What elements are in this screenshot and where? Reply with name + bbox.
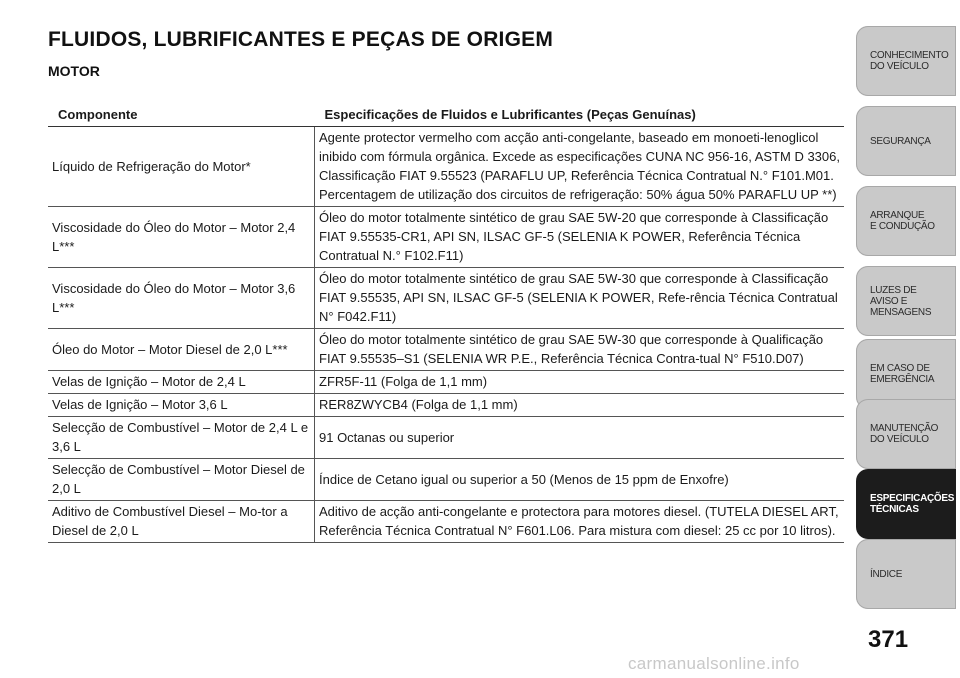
tab-indice[interactable] (856, 539, 956, 609)
tab-label: ARRANQUE E CONDUÇÃO (870, 210, 935, 232)
table-row (48, 127, 844, 207)
row-specification: Óleo do motor totalmente sintético de grau SAE 5W-30 que corresponde à Classificação FIAT 9.55535, API SN, ILSAC GF-5 (SELENIA K POWER, Refe-rência Técnica Contratual N° F042.F11) (315, 268, 845, 329)
tab-conhecimento-do-veiculo[interactable] (856, 26, 956, 96)
row-component: Selecção de Combustível – Motor de 2,4 L e 3,6 L (48, 417, 315, 459)
tab-label: ÍNDICE (870, 568, 903, 580)
row-component: Viscosidade do Óleo do Motor – Motor 3,6 L*** (48, 268, 315, 329)
table-header-row (48, 103, 844, 127)
table-row (48, 268, 844, 329)
tab-label: ESPECIFICAÇÕES TÉCNICAS (870, 493, 955, 515)
table-row (48, 329, 844, 371)
table-row (48, 459, 844, 501)
row-specification: ZFR5F-11 (Folga de 1,1 mm) (315, 371, 845, 394)
table-row (48, 394, 844, 417)
row-component: Aditivo de Combustível Diesel – Mo-tor a Diesel de 2,0 L (48, 501, 315, 543)
tab-especificacoes-tecnicas[interactable] (856, 469, 956, 539)
tab-luzes-de-aviso[interactable] (856, 266, 956, 336)
header-specification: Especificações de Fluidos e Lubrificantes (Peças Genuínas) (315, 103, 845, 127)
table-row (48, 417, 844, 459)
row-component: Óleo do Motor – Motor Diesel de 2,0 L*** (48, 329, 315, 371)
page-title: FLUIDOS, LUBRIFICANTES E PEÇAS DE ORIGEM (48, 28, 554, 51)
row-component: Velas de Ignição – Motor de 2,4 L (48, 371, 315, 394)
row-specification: Agente protector vermelho com acção anti-congelante, baseado em monoeti-lenoglicol inibido com fórmula orgânica. Excede as especificações CUNA NC 956-16, ASTM D 3306, Classificação FIAT 9.55523 (PARAFLU UP, Referência Técnica Contratual N.° F101.M01. Percentagem de utilização dos circuitos de refrigeração: 50% água 50% PARAFLU UP **) (315, 127, 845, 207)
row-component: Viscosidade do Óleo do Motor – Motor 2,4 L*** (48, 207, 315, 268)
row-specification: Índice de Cetano igual ou superior a 50 (Menos de 15 ppm de Enxofre) (315, 459, 845, 501)
fluids-spec-table (48, 103, 844, 543)
table-row (48, 501, 844, 543)
row-component: Líquido de Refrigeração do Motor* (48, 127, 315, 207)
table-row (48, 207, 844, 268)
tab-label: MANUTENÇÃO DO VEÍCULO (870, 423, 939, 445)
tab-label: EM CASO DE EMERGÊNCIA (870, 363, 935, 385)
tab-manutencao-do-veiculo[interactable] (856, 399, 956, 469)
tab-label: LUZES DE AVISO E MENSAGENS (870, 284, 932, 318)
watermark-text: carmanualsonline.info (628, 654, 800, 673)
tab-seguranca[interactable] (856, 106, 956, 176)
row-specification: Óleo do motor totalmente sintético de grau SAE 5W-30 que corresponde à Qualificação FIAT 9.55535–S1 (SELENIA WR P.E., Referência Técnica Contra-tual N° F510.D07) (315, 329, 845, 371)
row-component: Selecção de Combustível – Motor Diesel de 2,0 L (48, 459, 315, 501)
row-specification: Óleo do motor totalmente sintético de grau SAE 5W-20 que corresponde à Classificação FIAT 9.55535-CR1, API SN, ILSAC GF-5 (SELENIA K POWER, Referência Técnica Contratual N.° F102.F11) (315, 207, 845, 268)
tab-label: SEGURANÇA (870, 135, 931, 147)
row-component: Velas de Ignição – Motor 3,6 L (48, 394, 315, 417)
table-row (48, 371, 844, 394)
row-specification: 91 Octanas ou superior (315, 417, 845, 459)
page-number: 371 (868, 626, 909, 653)
tab-label: CONHECIMENTO DO VEÍCULO (870, 50, 949, 72)
row-specification: RER8ZWYCB4 (Folga de 1,1 mm) (315, 394, 845, 417)
section-subtitle: MOTOR (48, 63, 100, 79)
row-specification: Aditivo de acção anti-congelante e protectora para motores diesel. (TUTELA DIESEL ART, Referência Técnica Contratual N° F601.L06. Para mistura com diesel: 25 cc por 10 litros). (315, 501, 845, 543)
tab-arranque-e-conducao[interactable] (856, 186, 956, 256)
header-component: Componente (48, 103, 315, 127)
